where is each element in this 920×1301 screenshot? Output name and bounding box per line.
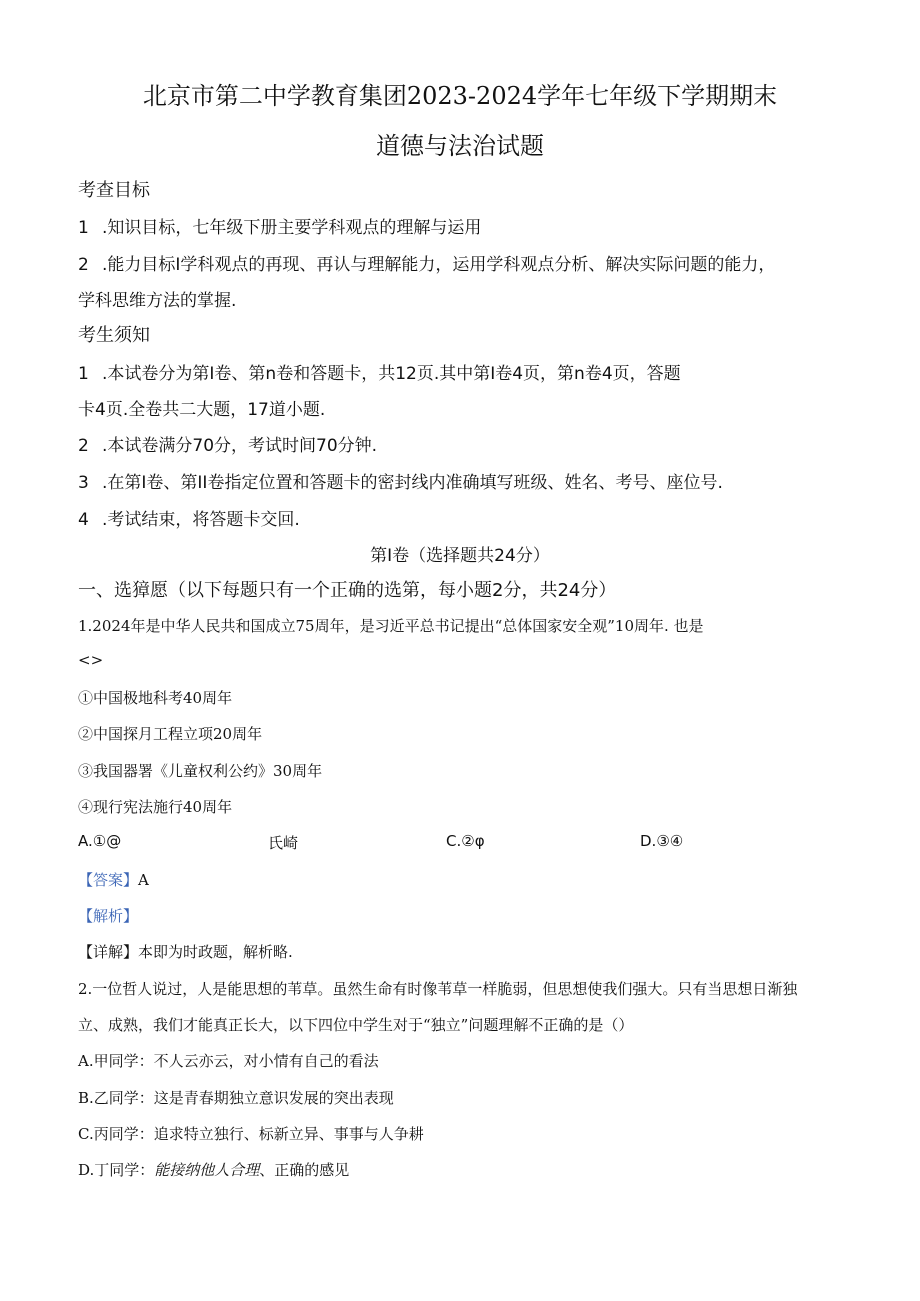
q1-item-1: ①中国极地科考40周年 xyxy=(78,689,233,707)
goal-item-1-num: 1 xyxy=(78,218,89,238)
notice-item-4 xyxy=(78,505,300,530)
answer-tag: 【答案】 xyxy=(78,871,139,889)
notice-item-1 xyxy=(78,359,681,384)
notice-item-4-num: 4 xyxy=(78,510,89,530)
q1-item-3: ③我国器署《儿童权利公约》30周年 xyxy=(78,762,323,780)
notice-item-2-num: 2 xyxy=(78,436,89,456)
goal-item-2 xyxy=(78,250,775,275)
notice-item-2-text: .本试卷满分70分，考试时间70分钟. xyxy=(102,436,378,456)
notice-item-1-continuation: 卡4页.全卷共二大题，17道小题. xyxy=(78,400,326,420)
notice-item-3-text: .在第I卷、第II卷指定位置和答题卡的密封线内准确填写班级、姓名、考号、座位号. xyxy=(102,473,723,493)
notice-item-4-text: .考试结束，将答题卡交回. xyxy=(102,510,300,530)
q2-stem-line-1: 2.一位哲人说过，人是能思想的苇草。虽然生命有时像苇草一样脆弱，但思想使我们强大。只有当思想日渐独 xyxy=(78,980,798,998)
title-line-1: 北京市第二中学教育集团2023-2024学年七年级下学期期末 xyxy=(142,82,778,110)
goal-item-2-text: .能力目标I学科观点的再现、再认与理解能力，运用学科观点分析、解决实际问题的能力， xyxy=(102,255,776,275)
notice-item-2 xyxy=(78,431,377,456)
notice-heading: 考生须知 xyxy=(78,325,150,346)
q2-option-b: B.乙同学：这是青春期独立意识发展的突出表现 xyxy=(78,1089,394,1107)
q1-option-a: A.①@ xyxy=(78,832,122,850)
goal-item-1-text: .知识目标，七年级下册主要学科观点的理解与运用 xyxy=(102,218,482,238)
q1-answer xyxy=(78,869,149,890)
goal-item-1 xyxy=(78,213,481,238)
q1-item-4: ④现行宪法施行40周年 xyxy=(78,798,233,816)
notice-item-3 xyxy=(78,468,723,493)
q1-option-b: 氏崎 xyxy=(268,834,299,852)
q1-item-2: ②中国探月工程立项20周年 xyxy=(78,725,263,743)
q2-option-a: A.甲同学：不人云亦云，对小情有自己的看法 xyxy=(78,1052,379,1070)
q1-detail xyxy=(78,941,293,962)
notice-item-3-num: 3 xyxy=(78,473,89,493)
title-line-2: 道德与法治试题 xyxy=(376,132,544,160)
q2-option-d-rest: 、正确的感见 xyxy=(259,1161,350,1179)
notice-item-1-num: 1 xyxy=(78,364,89,384)
part-1-heading: 第I卷（选择题共24分） xyxy=(370,546,550,566)
goal-item-2-num: 2 xyxy=(78,255,89,275)
detail-text: 本即为时政题，解析略. xyxy=(138,943,293,961)
q1-option-c: C.②φ xyxy=(446,832,485,850)
answer-value: A xyxy=(138,871,149,889)
detail-tag: 【详解】 xyxy=(78,943,139,961)
q1-stem: 1.2024年是中华人民共和国成立75周年，是习近平总书记提出“总体国家安全观”10周年. 也是 xyxy=(78,617,704,635)
q1-blank: <> xyxy=(78,651,104,669)
q2-option-d-prefix: D.丁同学： xyxy=(78,1161,155,1179)
section-1-heading: 一、选獐愿（以下每题只有一个正确的选第，每小题2分，共24分） xyxy=(78,580,617,601)
q2-stem-line-2: 立、成熟，我们才能真正长大，以下四位中学生对于“独立”问题理解不正确的是（） xyxy=(78,1016,634,1034)
q2-option-c: C.丙同学：追求特立独行、标新立异、事事与人争耕 xyxy=(78,1125,424,1143)
analysis-tag: 【解析】 xyxy=(78,907,139,925)
goal-item-2-continuation: 学科思维方法的掌握. xyxy=(78,291,237,311)
notice-item-1-text: .本试卷分为第I卷、第n卷和答题卡，共12页.其中第I卷4页，第n卷4页，答题 xyxy=(102,364,681,384)
q1-analysis xyxy=(78,905,138,926)
q2-option-d xyxy=(78,1159,349,1180)
q2-option-d-italic: 能接纳他人合理 xyxy=(154,1161,260,1179)
goals-heading: 考查目标 xyxy=(78,180,150,201)
q1-option-d: D.③④ xyxy=(640,832,684,850)
